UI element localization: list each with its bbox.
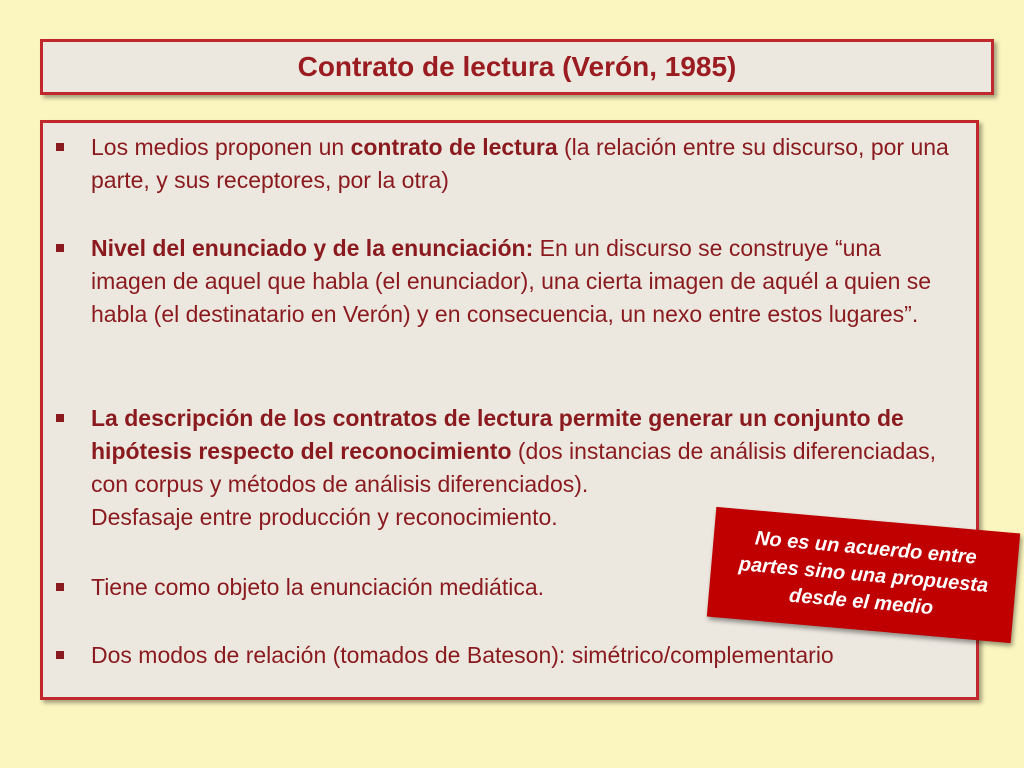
bullet-3-bold: La descripción de los contratos de lectura permite generar un conjunto de hipótesis respecto del reconocimiento [91,405,904,464]
list-item [91,402,961,534]
bullet-2-bold: Nivel del enunciado y de la enunciación: [91,235,534,261]
bullet-3-line2: Desfasaje entre producción y reconocimiento. [91,504,558,530]
list-item [91,232,961,331]
square-bullet-icon [56,651,64,659]
bullet-1-text: Los medios proponen un [91,134,351,160]
square-bullet-icon [56,244,64,252]
bullet-1-text-end: (la relación entre su discurso, por una parte, y sus receptores, por la otra) [91,134,949,193]
bullet-5-text: Dos modos de relación (tomados de Bateson): simétrico/complementario [91,642,834,668]
square-bullet-icon [56,414,64,422]
bullet-4-text: Tiene como objeto la enunciación mediática. [91,574,545,600]
bullet-3-text: (dos instancias de análisis diferenciadas, con corpus y métodos de análisis diferenciados). [91,438,936,497]
list-item [91,639,961,672]
list-item [91,131,961,197]
bullet-2-text: En un discurso se construye “una imagen de aquel que habla (el enunciador), una cierta imagen de aquél a quien se habla (el destinatario en Verón) y en consecuencia, un nexo entre estos lugares”. [91,235,932,327]
square-bullet-icon [56,143,64,151]
callout-text: No es un acuerdo entre partes sino una propuesta desde el medio [738,526,990,619]
slide-title: Contrato de lectura (Verón, 1985) [297,51,737,82]
title-box [40,39,994,95]
square-bullet-icon [56,583,64,591]
bullet-1-bold: contrato de lectura [350,134,558,160]
